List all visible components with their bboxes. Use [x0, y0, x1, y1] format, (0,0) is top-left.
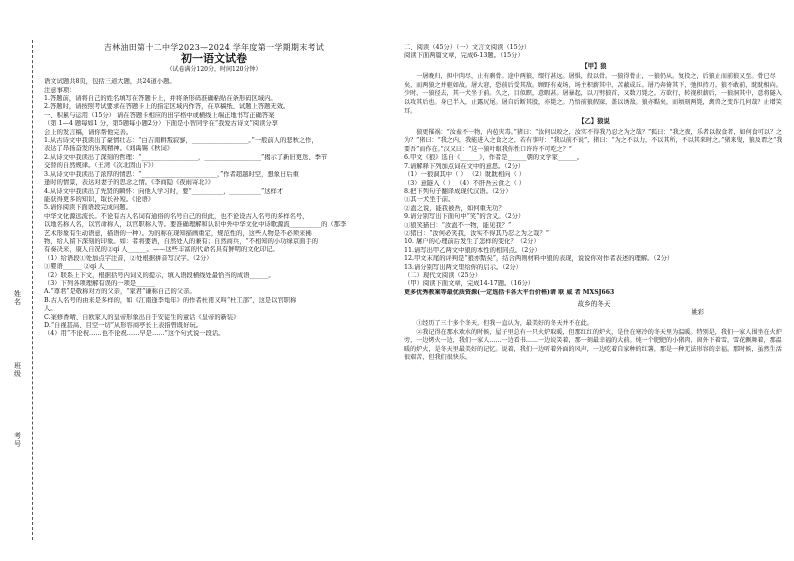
question-line: 8.把下列句子翻译成现代汉语。（2分） [404, 188, 512, 195]
question-line: 12.甲文末尾的评判是“狼亦黠矣”，结合两则材料中狼的表现，说说你对作者表述的理解。（2分） [404, 255, 674, 263]
question-line: 11.请写出甲乙两文中狼的本性的相同点。（2分） [404, 246, 541, 254]
question-line: （二）现代文阅读（25分） [404, 272, 482, 280]
text-line: B.古人名号的由来是多样的，如《江南逢李龟年》的作者杜甫又叫“杜工部”，这是以官职称 [44, 296, 297, 304]
score-note: （试卷满分120分，时间120分钟） [166, 65, 262, 73]
text-line: （4）用“不论祝……也不论祝……早是……”这个句式说一段话。 [44, 330, 225, 338]
text-line: ①婴语______ ②qí 人______ [44, 263, 124, 271]
text-line: （3）下列各项理解有误的一项是______ [44, 279, 156, 287]
reading-header [404, 44, 784, 61]
text-line: 会上的发言稿，请你帮他完善。 [44, 128, 133, 136]
essay-body [404, 320, 784, 363]
text-line: 物，给人留下深刻的印象。如：者将要语，自然处人的兼有；自然商兵，“不相知的小功绿京面手的 [44, 237, 318, 245]
text-line: 逢时的情景，表达对妻子的思念之情。《李商隐《夜雨寄北》》 [44, 179, 215, 187]
text-line: 3.从诗文中我读出了浓厚的情思：“________________________，”作者超越时空，想象日后重 [44, 170, 299, 178]
text-line: 1.从古诗文中我读出了豪情壮志：“白吉南耕叛寂寥，__________________。”一般前人的悲秋之作， [44, 137, 318, 145]
text-line: 表达了昂扬奋发的乐观精神。《刘禹锡《秋词》 [44, 145, 174, 153]
text-line: 以地名称人名，以官命称人，以官职称人等。要准确理解和认识中外中华文化中诗歌源流__________的（那李 [44, 221, 347, 229]
text-line: （第 1—4 题每如1 分，第5题每小题2分）下面是小智同学在“我爱古诗文”阅读分享 [44, 120, 278, 128]
question-line: ①狼笑猫曰：“汝盍不一物，能见我？” [404, 221, 512, 229]
text-line: 一、积累与运用（15分） 请在答题卡相应的田字格中或横线上端正地书写正确答案 [44, 111, 275, 119]
text-line: 交替的自然规律。（王湾《次北固山下》） [44, 162, 158, 170]
text-line: D.“自视甚高、目空一切”从形容商亭长上表指曾既好玩。 [44, 322, 203, 329]
left-column [44, 44, 384, 339]
question-line: （甲）阅读下面文章，完成14-17题。（16分） [404, 280, 535, 288]
passage-yi-text: 狼更罹祸：“汝盍不一物，内苞灾毒。”猪曰：“汝何以咬之，汝实不得我乃忍之为之哉？”狐曰：“我之夜，乐者以叙食者，如何食可以？之为？”猪曰：“我之内，我能进入之食之之，若有事吁：“我以前不说”，猪曰：“为之不以力，不以其所，不以其来时之。”猪来叟，狼及谓之“我要吾”而作在。”汉又曰：“这一狼叶眼我你性口许许不可吃之？” [404, 128, 783, 153]
text-line: 2.从诗文中我读出了深刻的哲理：“__________________，__________________”揭示了新旧更迭、季节 [44, 153, 328, 161]
question-line: （1）一狼洞其中（ ） （2）眈眈相向（ ） [404, 171, 526, 179]
question-line: （3）意隧入（ ） （4）不肝吾云食之（ ） [404, 179, 526, 187]
essay-author: 姚彩 [691, 308, 704, 316]
section-heading-line: 二、阅读（45分）（一）文言文阅读（15分） [404, 44, 531, 51]
right-column [404, 44, 784, 363]
question-line: 10. 屠户的心理前后发生了怎样的变化？（2分） [404, 238, 540, 246]
text-line: 艺术形象有生动语意，描语的一种）。为的称在现知描画重定，规范性的，这些人物是不必须来拂 [44, 229, 312, 237]
exam-title: 吉林油田第十二中学2023—2024 学年度第一学期期末考试 [103, 43, 325, 52]
text-line: （2）联系上下文，根据括号内词义的提示，填入语段横线处最恰当的成语______。 [44, 271, 275, 279]
text-line: 有奏决来，康人自况的②qí 人______。——这些丰富的代命名具有鲜明的文化印记。 [44, 246, 279, 254]
text-line: 注意事项： [44, 86, 76, 94]
essay-paragraph: ①经历了三十多个冬天，但我一直认为，最美好的冬天并不在此。 [416, 320, 593, 328]
text-line: 语文试题共8页，包括三道大题，共24道小题。 [44, 78, 176, 86]
name-label: 姓名 [14, 290, 21, 306]
exam-number-label: 考号 [14, 432, 21, 448]
question-line: 6.甲文《狼》选自《______》，作者是______朝的文学家______。 [404, 154, 584, 162]
passage-jia-label: 【甲】狼 [581, 62, 607, 70]
reading-questions [404, 154, 784, 289]
text-line: 2.答题时，请按照考试要求在答题卡上的指定区域内作答，在草稿纸、试题上答题无效。 [44, 103, 290, 111]
binding-dashed-line [32, 40, 33, 540]
section-heading-line: 阅读下面两篇文章，完成6-13题。（15分） [404, 52, 524, 60]
left-content [44, 78, 384, 339]
passage-jia-text: 一屠晚归，担中肉尽，止有剩骨。途中两狼，缀行甚远。屠惧，投以骨。一狼得骨止，一狼仍从。复投之，后狼止而前狼又至。骨已尽矣，而两狼之并驱如故。屠大窘，恐前后受其敌。顾野有麦场，场主积薪其中，苫蔽成丘。屠乃奔倚其下，弛担持刀。狼不敢前，眈眈相向。少时，一狼径去，其一犬坐于前。久之，目似瞑，意暇甚。屠暴起，以刀劈狼首，又数刀毙之。方欲行，转视积薪后，一狼洞其中，意将隧入以攻其后也。身已半入，止露尻尾。屠自后断其股，亦毙之。乃悟前狼假寐，盖以诱敌。狼亦黠矣，而顷刻两毙，禽兽之变诈几何哉？止增笑耳。 [404, 73, 782, 115]
text-line: A.“尊君”是敬称对方的父亲，“家君”谦称自己的父亲。 [44, 288, 196, 296]
text-line: 人。 [44, 305, 57, 313]
question-line: 7.请解释下列加点词在文中的意思。（2分） [404, 162, 525, 170]
class-label: 班级 [14, 362, 21, 378]
text-line: 中华文化源远流长。不论有古人名词有通俗的名号自己的但此，也不论设古人名号的多样名号， [44, 212, 309, 220]
passage-yi-label: 【乙】狼说 [578, 118, 610, 126]
binding-margin [0, 0, 40, 561]
text-line: 1.答题前，请将自己的姓名填写在答题卡上，并将条形码准确粘贴在条形码区域内。 [44, 95, 277, 103]
question-line: 13.请分别写出两文里给你的启示。（2分） [404, 263, 522, 271]
question-line: ②盍之说，能我被吾，如何重无功？ [404, 204, 505, 212]
question-line: 9.请分别写出下面句中“笑”的含义。（2分） [404, 213, 525, 221]
ad-line: 更多优秀教案等最优质资源(一定选括卡各大平台价格)请 联 威 者 MXSJ663 [404, 288, 615, 296]
question-line: ①其一犬坐于前。 [404, 196, 455, 204]
text-line: 5.请你阅读下面语段完成问题。 [44, 204, 132, 212]
text-line: （1）给语段①处加点字注音，②处根据拼音写汉字。（2分） [44, 254, 213, 262]
essay-title: 故乡的冬天 [577, 300, 611, 309]
text-line: C.案修香晴、自欧家人的皇帝形象出自于安徒生的童话《皇帝的新装》 [44, 313, 240, 321]
paper-title: 初一语文试卷 [181, 52, 247, 66]
text-line: 4.从诗文中我读出了先贤的瞬怀：向他人学习时，要“__________，__________”这样才 [44, 187, 284, 195]
text-line: 能获得更多的知识，取长补短。《论语》 [44, 195, 155, 203]
question-line: ②猪曰：“汝何必笑我，汝实不得其乃忍之为之哉？” [404, 230, 549, 238]
essay-paragraph: ②我记得在那水欢水的时候，屋子里总有一只火炉取暖，但那红红的炉火，是住在寒冷的冬天里为温暖。特别是，我们一家人围坐在火炉旁，一边烤火一边，我们一家人……一边看书……一边说笑着，那一刻最幸福的大前。炖一个肥肥的小猪肉，窗外下着雪，雪花飘舞着，那温暖的炉火，是冬天里最美好的记忆。说着，我们一边听着外面的风声，一边吃着自家种的红薯，那是一种无法形容的幸福。那时候，虽然生活很艰苦，但我们很快乐。 [404, 328, 782, 362]
